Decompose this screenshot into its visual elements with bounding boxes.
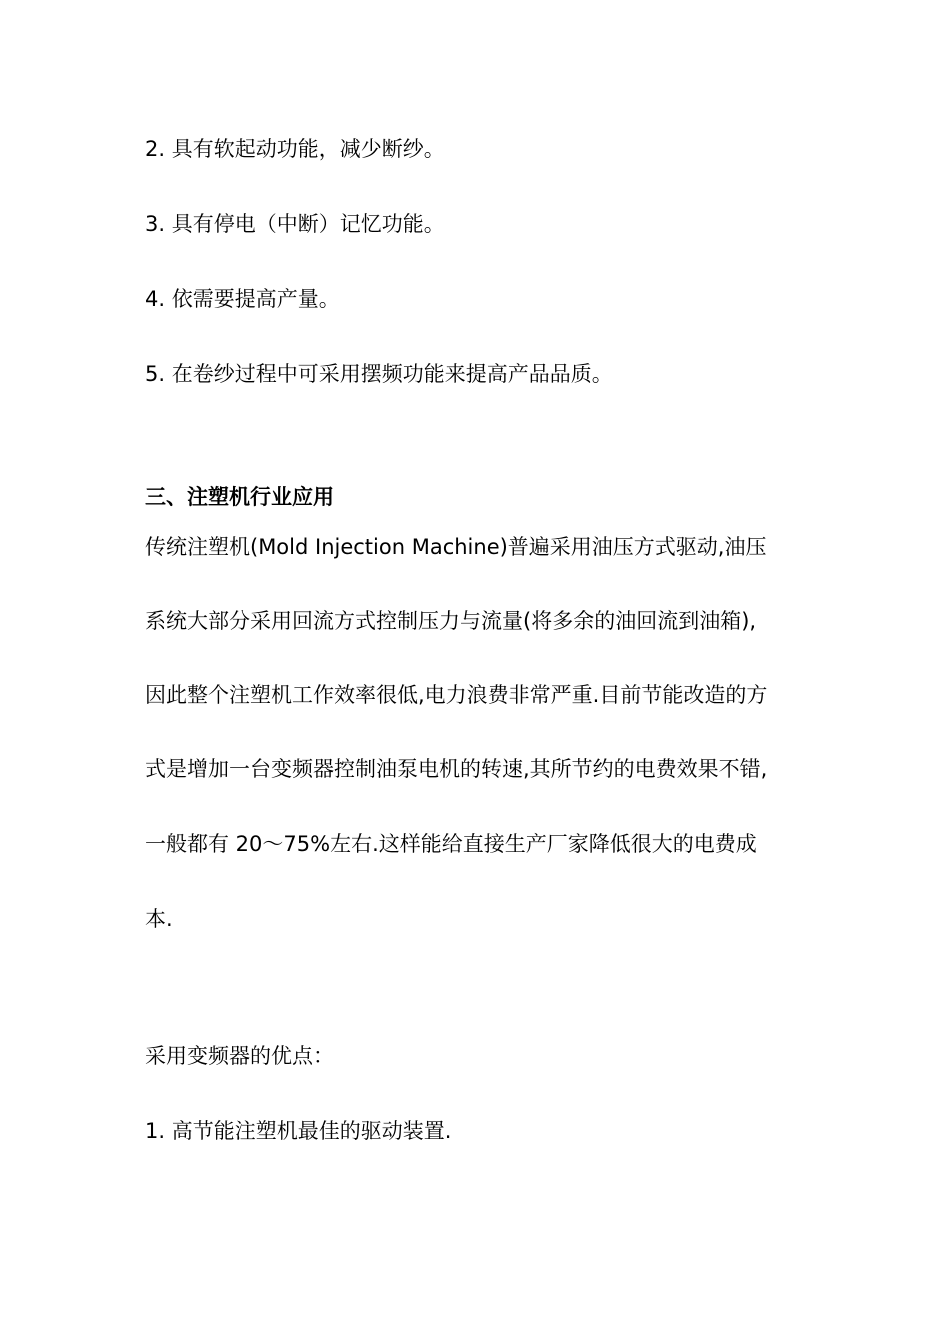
paragraph-line: 式是增加一台变频器控制油泵电机的转速,其所节约的电费效果不错, [145,757,768,781]
list-item: 5. 在卷纱过程中可采用摆频功能来提高产品品质。 [145,362,613,386]
paragraph-line: 传统注塑机(Mold Injection Machine)普遍采用油压方式驱动,油压 [145,535,767,559]
advantages-title: 采用变频器的优点： [145,1044,334,1068]
paragraph-line: 系统大部分采用回流方式控制压力与流量(将多余的油回流到油箱), [145,609,757,633]
paragraph-line: 一般都有 20～75%左右.这样能给直接生产厂家降低很大的电费成 [145,832,757,856]
paragraph-line: 本. [145,907,173,931]
list-item: 1. 高节能注塑机最佳的驱动装置. [145,1119,452,1143]
list-item: 4. 依需要提高产量。 [145,287,340,311]
section-heading: 三、注塑机行业应用 [145,485,334,509]
list-item: 2. 具有软起动功能，减少断纱。 [145,137,445,161]
paragraph-line: 因此整个注塑机工作效率很低,电力浪费非常严重.目前节能改造的方 [145,683,768,707]
list-item: 3. 具有停电（中断）记忆功能。 [145,212,445,236]
